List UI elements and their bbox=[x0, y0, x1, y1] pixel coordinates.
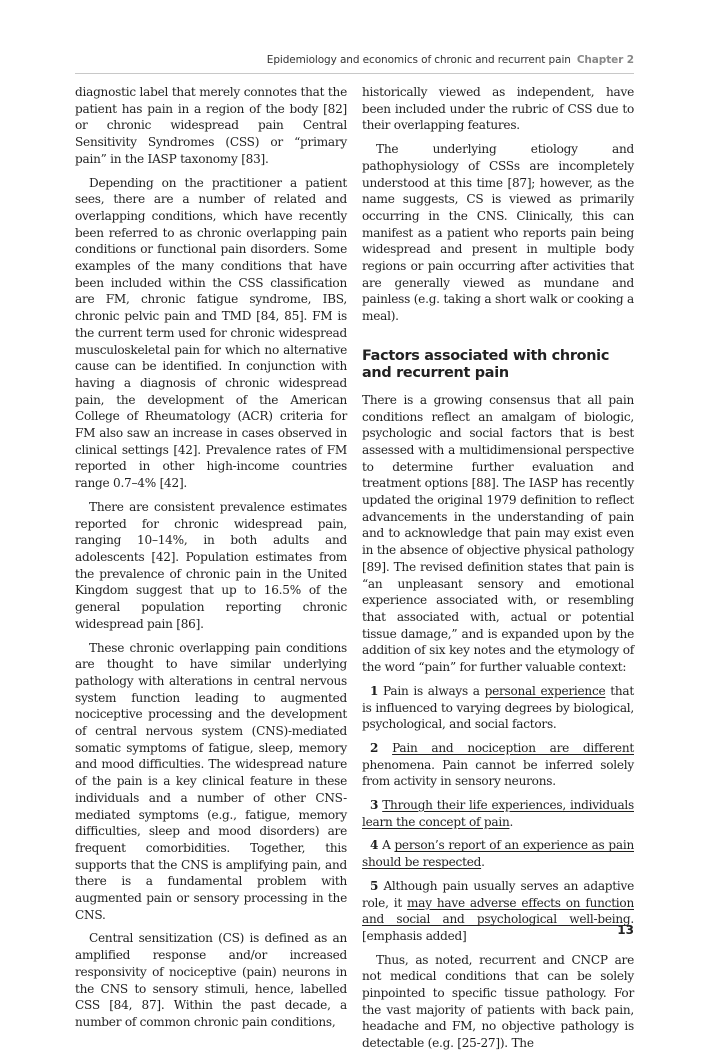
body-paragraph: There are consistent prevalence estimates reported for chronic widespread pain, ranging 10–14%, in both adults and adolescents [42]. Population estimates from the prevalence of chronic pain in the United Kingdom suggest that up to 16.5% of the general population reporting chronic widespread pain [86]. bbox=[75, 499, 347, 631]
right-column bbox=[362, 84, 634, 1059]
body-paragraph: The underlying etiology and pathophysiology of CSSs are incompletely understood at this time [87]; however, as the name suggests, CS is viewed as primarily occurring in the CNS. Clinically, this can manifest as a patient who reports pain being widespread and present in multiple body regions or pain occurring after activities that are generally viewed as mundane and painless (e.g. taking a short walk or cooking a meal). bbox=[362, 142, 634, 324]
emphasized-text: may have adverse effects on function and social and psychological well-being bbox=[362, 895, 634, 927]
body-paragraph: Thus, as noted, recurrent and CNCP are not medical conditions that can be solely pinpointed to specific tissue pathology. For the vast majority of patients with back pain, headache and FM, no objective pathology is detectable (e.g. [25-27]). The bbox=[362, 952, 634, 1051]
body-paragraph: Depending on the practitioner a patient sees, there are a number of related and overlapping conditions, which have recently been referred to as chronic overlapping pain conditions or functional pain disorders. Some examples of the many conditions that have been included within the CSS classification are FM, chronic fatigue syndrome, IBS, chronic pelvic pain and TMD [84, 85]. FM is the current term used for chronic widespread musculoskeletal pain for which no alternative cause can be identified. In conjunction with having a diagnosis of chronic widespread pain, the development of the American College of Rheumatology (ACR) criteria for FM also saw an increase in cases observed in clinical settings [42]. Prevalence rates of FM reported in other high-income countries range 0.7–4% [42]. bbox=[75, 175, 347, 491]
header-rule bbox=[75, 73, 634, 74]
body-paragraph: There is a growing consensus that all pain conditions reflect an amalgam of biologic, psychologic and social factors that is best assessed with a multidimensional perspective to determine further evaluation and treatment options [88]. The IASP has recently updated the original 1979 definition to reflect advancements in the understanding of pain and to acknowledge that pain may exist even in the absence of objective physical pathology [89]. The revised definition states that pain is “an unpleasant sensory and emotional experience associated with, or resembling that associated with, actual or potential tissue damage,” and is expanded upon by the addition of six key notes and the etymology of the word “pain” for further valuable context: bbox=[362, 392, 634, 675]
key-note-number: 3 bbox=[370, 798, 379, 813]
left-column bbox=[75, 84, 347, 1038]
running-head-chapter: Chapter 2 bbox=[576, 54, 634, 66]
page-number: 13 bbox=[617, 923, 634, 937]
emphasized-text: person’s report of an experience as pain should be respected bbox=[362, 838, 635, 870]
body-paragraph: diagnostic label that merely connotes that the patient has pain in a region of the body [82] or chronic widespread pain Central Sensitivity Syndromes (CSS) or “primary pain” in the IASP taxonomy [83]. bbox=[75, 85, 347, 166]
key-note-number: 2 bbox=[370, 740, 379, 755]
running-head-title: Epidemiology and economics of chronic and recurrent pain bbox=[266, 54, 571, 66]
emphasized-text: Pain and nociception are different bbox=[392, 740, 634, 755]
section-heading: Factors associated with chronic and recurrent pain bbox=[362, 347, 610, 381]
running-head bbox=[60, 54, 634, 66]
emphasized-text: Through their life experiences, individuals learn the concept of pain bbox=[362, 798, 634, 829]
body-paragraph: historically viewed as independent, have been included under the rubric of CSS due to their overlapping features. bbox=[362, 85, 634, 133]
key-note-number: 1 bbox=[370, 683, 379, 698]
key-note-item: 2 Pain and nociception are different phenomena. Pain cannot be inferred solely from activity in sensory neurons. bbox=[362, 740, 634, 789]
key-note-item: 5 Although pain usually serves an adaptive role, it may have adverse effects on function and social and psychological well-being. [emphasis added] bbox=[362, 878, 634, 943]
emphasized-text: personal experience bbox=[484, 683, 606, 698]
key-note-item: 4 A person’s report of an experience as pain should be respected. bbox=[362, 838, 635, 870]
body-paragraph: Central sensitization (CS) is defined as an amplified response and/or increased responsivity of nociceptive (pain) neurons in the CNS to sensory stimuli, hence, labelled CSS [84, 87]. Within the past decade, a number of common chronic pain conditions, bbox=[75, 931, 347, 1029]
key-note-item: 3 Through their life experiences, individuals learn the concept of pain. bbox=[362, 798, 634, 829]
key-note-item: 1 Pain is always a personal experience that is influenced to varying degrees by biological, psychological, and social factors. bbox=[362, 683, 634, 732]
body-paragraph: These chronic overlapping pain conditions are thought to have similar underlying pathology with alterations in central nervous system function leading to augmented nociceptive processing and the development of central nervous system (CNS)-mediated somatic symptoms of fatigue, sleep, memory and mood difficulties. The widespread nature of the pain is a key clinical feature in these individuals and a number of other CNS-mediated symptoms (e.g., fatigue, memory difficulties, sleep and mood disorders) are frequent comorbidities. Together, this supports that the CNS is amplifying pain, and there is a fundamental problem with augmented pain or sensory processing in the CNS. bbox=[75, 640, 347, 922]
key-note-number: 5 bbox=[370, 878, 379, 893]
key-note-number: 4 bbox=[370, 838, 379, 853]
